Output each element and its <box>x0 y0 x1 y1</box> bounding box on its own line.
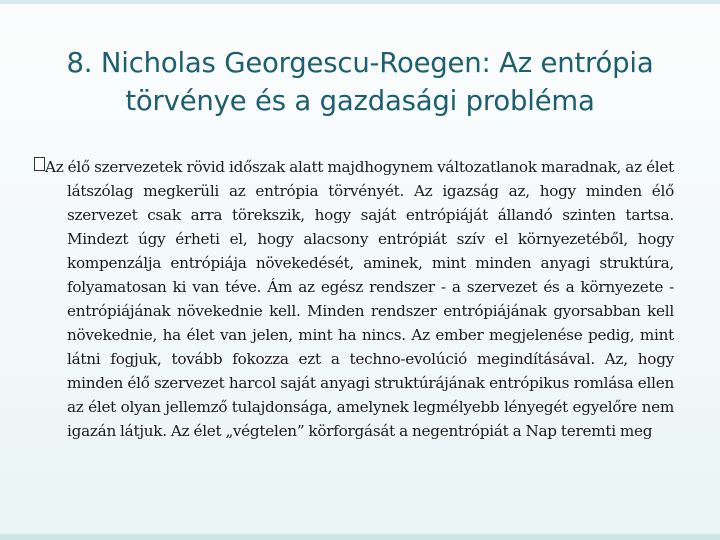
slide-title: 8. Nicholas Georgescu-Roegen: Az entrópia törvénye és a gazdasági probléma <box>66 47 654 117</box>
bullet-text: Az élő szervezetek rövid időszak alatt majdhogynem változatlanok maradnak, az élet látszólag megkerüli az entrópia törvényét. Az igazság az, hogy minden élő szervezet csak arra törekszik, hogy saját entrópiáját állandó szinten tartsa. Mindezt úgy érheti el, hogy alacsony entrópiát szív el környezetéből, hogy kompenzálja entrópiája növekedését, aminek, mint minden anyagi struktúra, folyamatosan ki van téve. Ám az egész rendszer - a szervezet és a környezete - entrópiájának növekednie kell. Minden rendszer entrópiájának gyorsabban kell növekednie, ha élet van jelen, mint ha nincs. Az ember megjelenése pedig, mint látni fogjuk, tovább fokozza ezt a techno-evolúció megindításával. Az, hogy minden élő szervezet harcol saját anyagi struktúrájának entrópikus romlása ellen az élet olyan jellemző tulajdonsága, amelynek legmélyebb lényegét egyelőre nem igazán látjuk. Az élet „végtelen” körforgását a negentrópiát a Nap teremti meg <box>45 158 674 440</box>
missing-glyph-box-icon <box>34 157 45 171</box>
bottom-band <box>0 534 720 540</box>
bullet-item <box>34 155 674 443</box>
top-accent-bar <box>0 0 720 4</box>
slide-content <box>34 155 674 443</box>
